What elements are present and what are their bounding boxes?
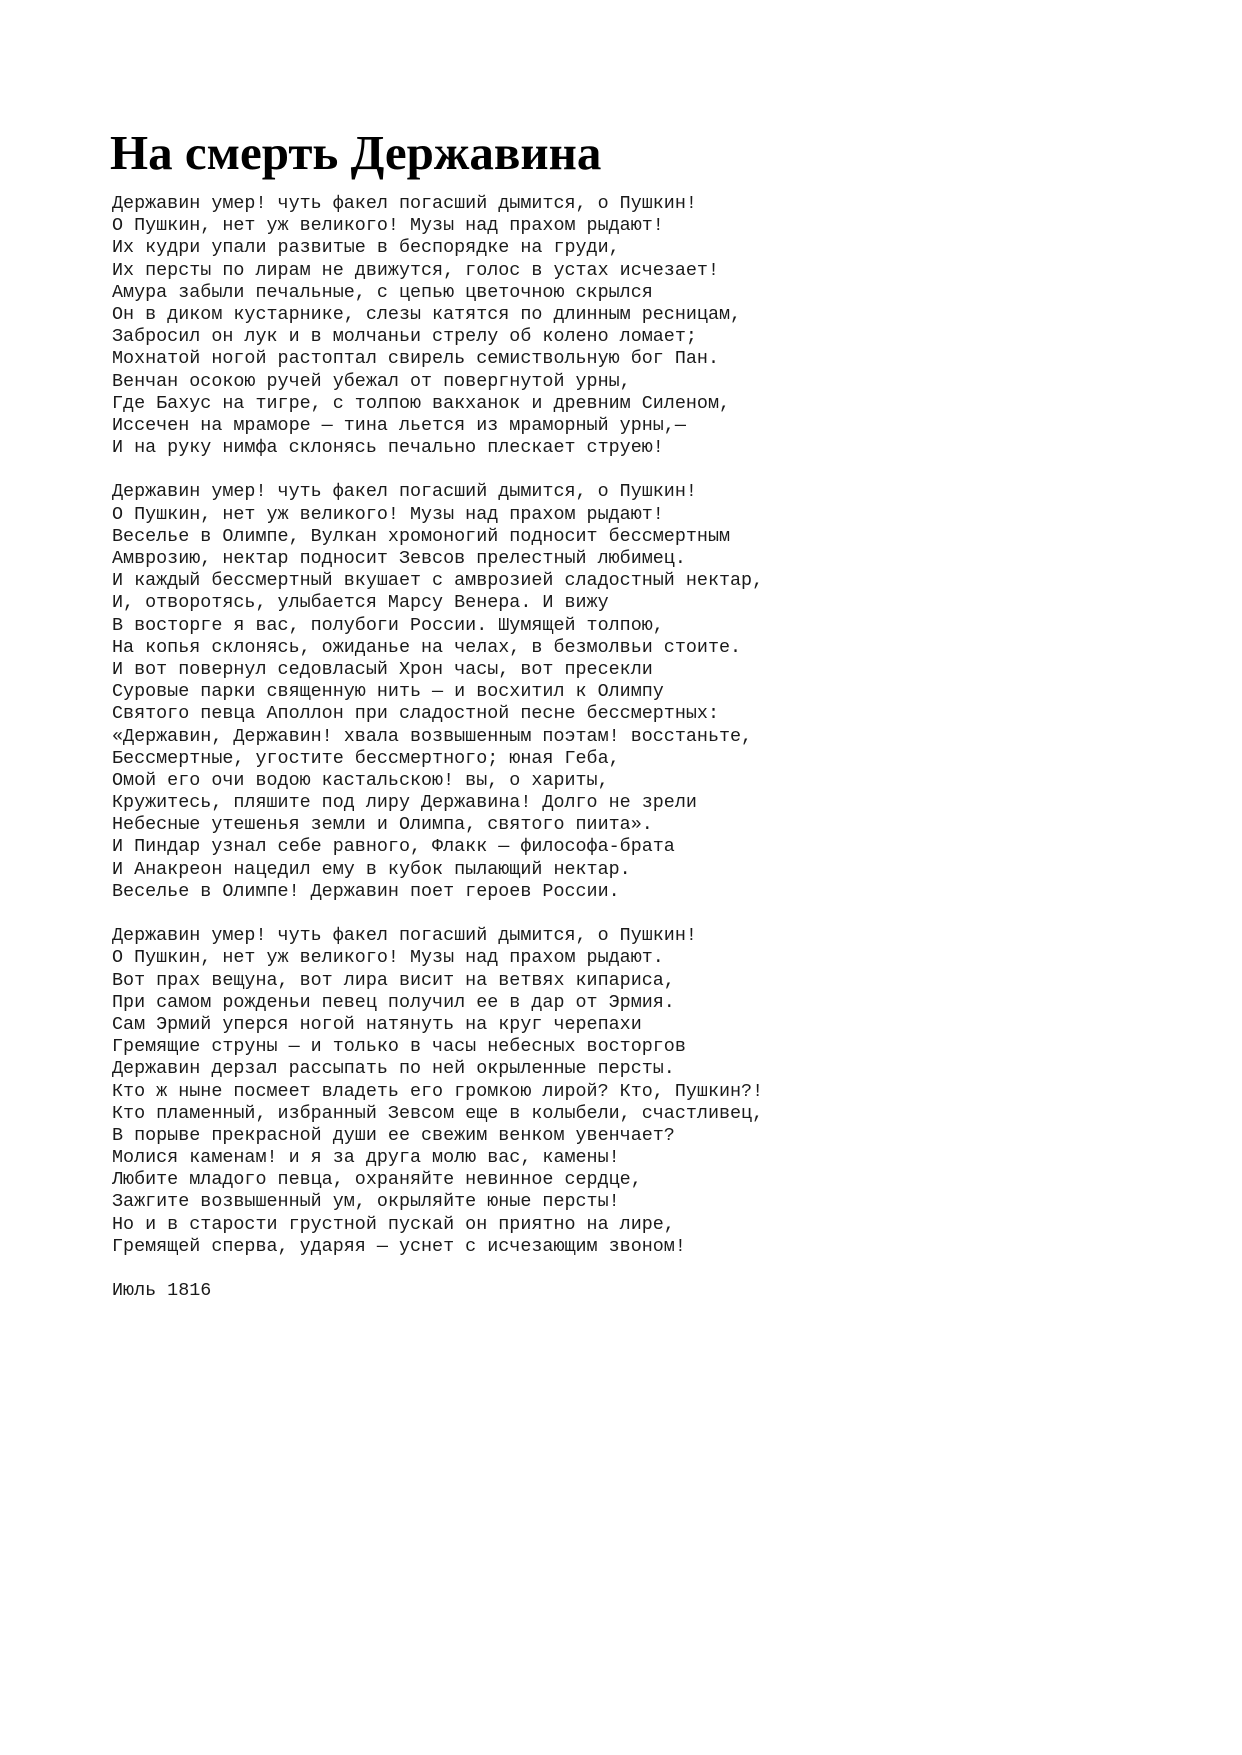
poem-line: И каждый бессмертный вкушает с амврозией сладостный нектар, xyxy=(112,570,764,592)
poem-line: Бессмертные, угостите бессмертного; юная Геба, xyxy=(112,747,620,769)
poem-line: Амврозию, нектар подносит Зевсов прелестный любимец. xyxy=(112,548,686,569)
poem-line: И на руку нимфа склонясь печально плескает струею! xyxy=(112,437,664,459)
poem-line: О Пушкин, нет уж великого! Музы над прахом рыдают! xyxy=(112,503,664,525)
poem-line: Святого певца Аполлон при сладостной песне бессмертных: xyxy=(112,703,719,725)
poem-line: «Державин, Державин! хвала возвышенным поэтам! восстаньте, xyxy=(112,725,753,747)
poem-line: Кто пламенный, избранный Зевсом еще в колыбели, счастливец, xyxy=(112,1102,764,1124)
poem-line: Веселье в Олимпе! Державин поет героев России. xyxy=(112,880,620,902)
poem-line: Венчан осокою ручей убежал от повергнутой урны, xyxy=(112,370,631,392)
poem-line: На копья склонясь, ожиданье на челах, в безмолвьи стоите. xyxy=(112,636,742,658)
poem-line: Амура забыли печальные, с цепью цветочною скрылся xyxy=(112,281,653,303)
poem-line: И Пиндар узнал себе равного, Флакк — философа-брата xyxy=(112,836,675,858)
poem-line: Вот прах вещуна, вот лира висит на ветвях кипариса, xyxy=(112,969,675,991)
poem-line: Державин дерзал рассыпать по ней окрыленные персты. xyxy=(112,1058,675,1080)
poem-line: Молися каменам! и я за друга молю вас, камены! xyxy=(112,1147,620,1169)
poem-line: Суровые парки священную нить — и восхитил к Олимпу xyxy=(112,681,664,703)
poem-line: Он в диком кустарнике, слезы катятся по длинным ресницам, xyxy=(112,303,742,325)
poem-line: И вот повернул седовласый Хрон часы, вот пресекли xyxy=(112,658,653,680)
poem-line: Гремящей сперва, ударяя — уснет с исчезающим звоном! xyxy=(112,1235,686,1257)
poem-line: Сам Эрмий уперся ногой натянуть на круг черепахи xyxy=(112,1013,642,1035)
poem-line: И, отворотясь, улыбается Марсу Венера. И вижу xyxy=(112,592,609,614)
poem-line: Кружитесь, пляшите под лиру Державина! Долго не зрели xyxy=(112,792,697,814)
poem-date: Июль 1816 xyxy=(112,1280,212,1302)
poem-stanza xyxy=(112,925,1112,1258)
poem-line: В восторге я вас, полубоги России. Шумящей толпою, xyxy=(112,614,664,636)
poem-line: Где Бахус на тигре, с толпою вакханок и древним Силеном, xyxy=(112,392,731,414)
poem-line: В порыве прекрасной души ее свежим венком увенчает? xyxy=(112,1124,675,1146)
poem-line: Зажгите возвышенный ум, окрыляйте юные персты! xyxy=(112,1191,620,1213)
poem-line: Державин умер! чуть факел погасший дымится, о Пушкин! xyxy=(112,193,697,214)
poem-line: Державин умер! чуть факел погасший дымится, о Пушкин! xyxy=(112,925,697,947)
poem-line: Любите младого певца, охраняйте невинное сердце, xyxy=(112,1169,642,1191)
poem-line: Гремящие струны — и только в часы небесных восторгов xyxy=(112,1036,686,1058)
poem-line: При самом рожденьи певец получил ее в дар от Эрмия. xyxy=(112,991,675,1013)
poem-line: Веселье в Олимпе, Вулкан хромоногий подносит бессмертным xyxy=(112,525,731,547)
poem-stanza xyxy=(112,481,1112,903)
poem-line: Их кудри упали развитые в беспорядке на груди, xyxy=(112,237,620,259)
poem-line: Иссечен на мраморе — тина льется из мраморный урны,— xyxy=(112,414,686,436)
poem-line: О Пушкин, нет уж великого! Музы над прахом рыдают! xyxy=(112,215,664,237)
poem-stanza xyxy=(112,193,1112,459)
poem-title: На смерть Державина xyxy=(110,125,602,180)
poem-line: Кто ж ныне посмеет владеть его громкою лирой? Кто, Пушкин?! xyxy=(112,1080,764,1102)
poem-line: Забросил он лук и в молчаньи стрелу об колено ломает; xyxy=(112,326,697,348)
poem-line: Омой его очи водою кастальскою! вы, о хариты, xyxy=(112,769,609,791)
poem-line: Но и в старости грустной пускай он приятно на лире, xyxy=(112,1213,675,1235)
poem-line: Небесные утешенья земли и Олимпа, святого пиита». xyxy=(112,814,653,836)
poem-line: О Пушкин, нет уж великого! Музы над прахом рыдают. xyxy=(112,947,664,969)
poem-line: Мохнатой ногой растоптал свирель семиствольную бог Пан. xyxy=(112,348,719,370)
poem-line: Державин умер! чуть факел погасший дымится, о Пушкин! xyxy=(112,481,697,503)
poem-body xyxy=(112,193,1112,1302)
poem-line: И Анакреон нацедил ему в кубок пылающий нектар. xyxy=(112,858,631,880)
poem-line: Их персты по лирам не движутся, голос в устах исчезает! xyxy=(112,259,719,281)
